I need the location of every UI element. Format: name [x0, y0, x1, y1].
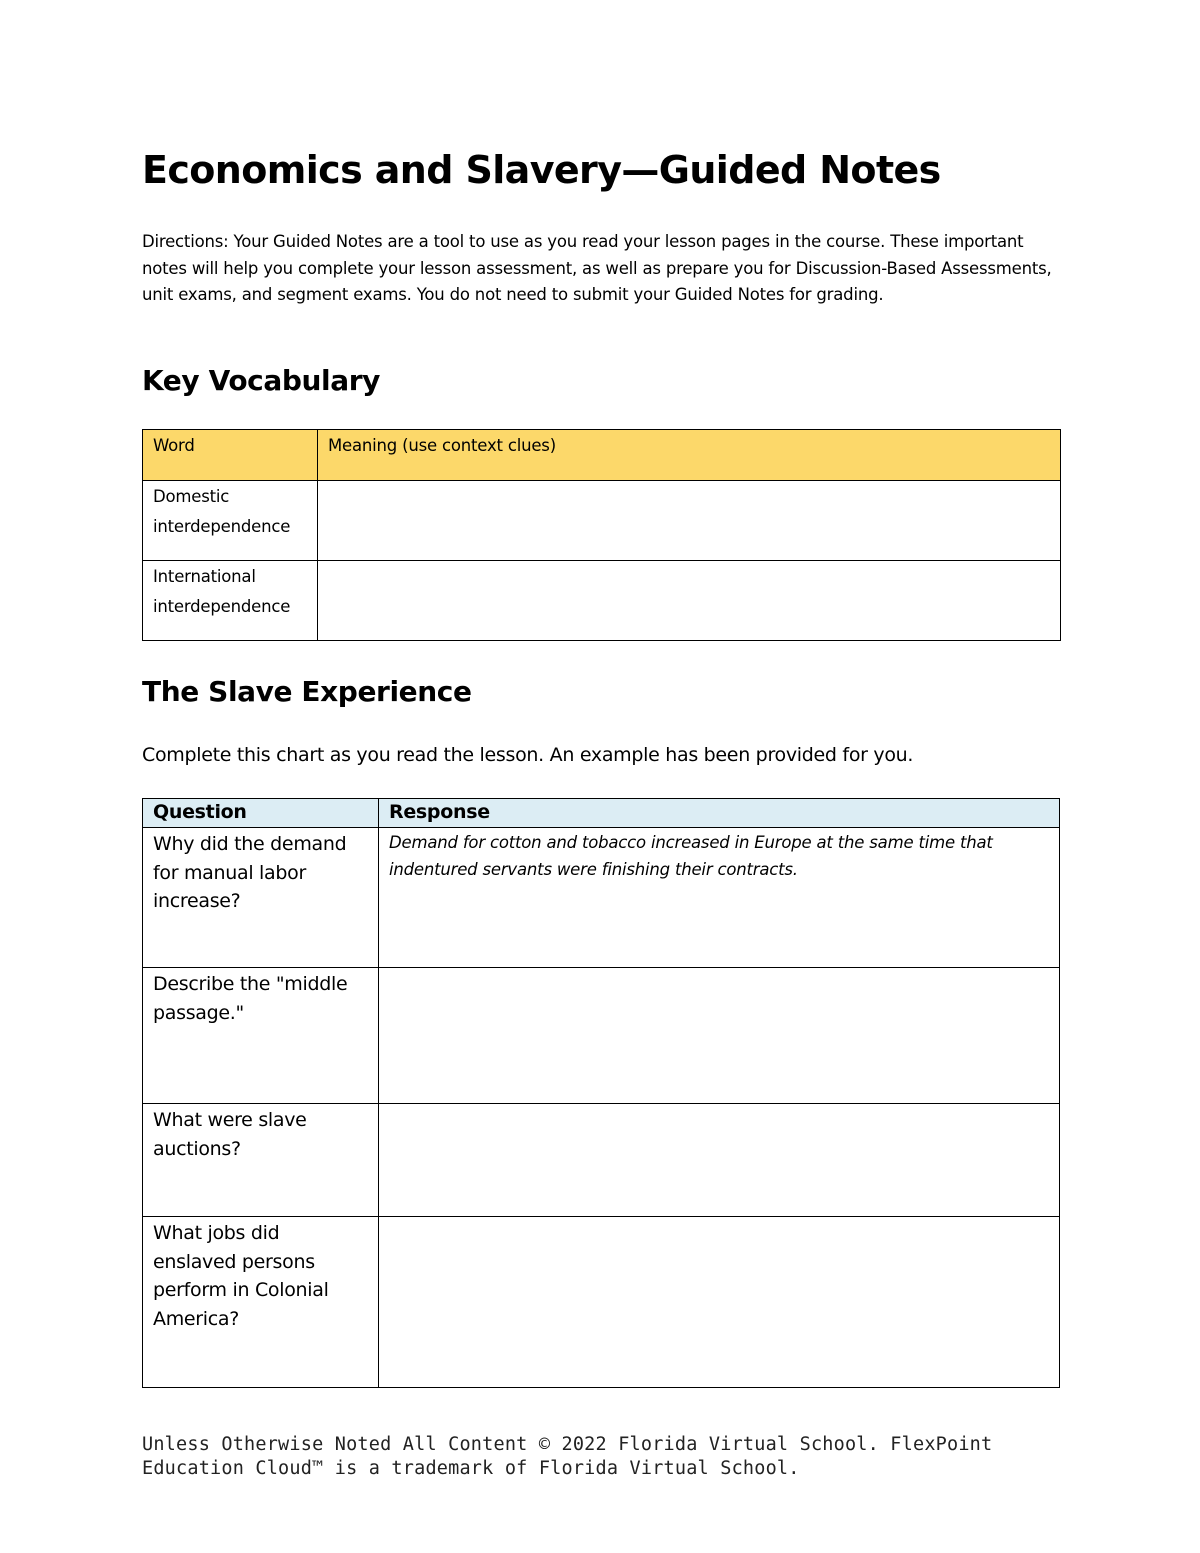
vocabulary-meaning-cell[interactable] [318, 481, 1061, 561]
table-row [143, 1104, 1060, 1217]
table-row [143, 1217, 1060, 1388]
vocabulary-header-row [143, 430, 1061, 481]
question-cell: What were slave auctions? [143, 1104, 379, 1217]
table-row [143, 968, 1060, 1104]
response-cell[interactable] [379, 1217, 1060, 1388]
meaning-column-header: Meaning (use context clues) [318, 430, 1061, 481]
response-column-header: Response [379, 799, 1060, 828]
response-cell[interactable] [379, 968, 1060, 1104]
vocabulary-word: Domestic interdependence [143, 481, 318, 561]
question-column-header: Question [143, 799, 379, 828]
key-vocabulary-heading: Key Vocabulary [142, 364, 380, 397]
question-cell: Describe the "middle passage." [143, 968, 379, 1104]
question-cell: Why did the demand for manual labor increase? [143, 828, 379, 968]
slave-experience-heading: The Slave Experience [142, 675, 472, 708]
slave-experience-table [142, 798, 1060, 1388]
vocabulary-table [142, 429, 1061, 641]
footer-line-1: Unless Otherwise Noted All Content © 2022 Florida Virtual School. FlexPoint [142, 1434, 993, 1455]
vocabulary-word: International interdependence [143, 561, 318, 641]
copyright-footer [142, 1433, 1042, 1481]
table-row [143, 481, 1061, 561]
chart-instructions: Complete this chart as you read the lesson. An example has been provided for you. [142, 744, 914, 766]
chart-header-row [143, 799, 1060, 828]
directions-text: Directions: Your Guided Notes are a tool to use as you read your lesson pages in the course. These important notes will help you complete your lesson assessment, as well as prepare you for Discussion-Based Assessments, unit exams, and segment exams. You do not need to submit your Guided Notes for grading. [142, 232, 1052, 304]
page-title: Economics and Slavery—Guided Notes [142, 148, 941, 192]
footer-line-2: Education Cloud™ is a trademark of Florida Virtual School. [142, 1458, 800, 1479]
question-cell: What jobs did enslaved persons perform in Colonial America? [143, 1217, 379, 1388]
vocabulary-meaning-cell[interactable] [318, 561, 1061, 641]
table-row [143, 828, 1060, 968]
response-cell[interactable] [379, 1104, 1060, 1217]
table-row [143, 561, 1061, 641]
word-column-header: Word [143, 430, 318, 481]
example-response-cell: Demand for cotton and tobacco increased in Europe at the same time that indentured servants were finishing their contracts. [379, 828, 1060, 968]
